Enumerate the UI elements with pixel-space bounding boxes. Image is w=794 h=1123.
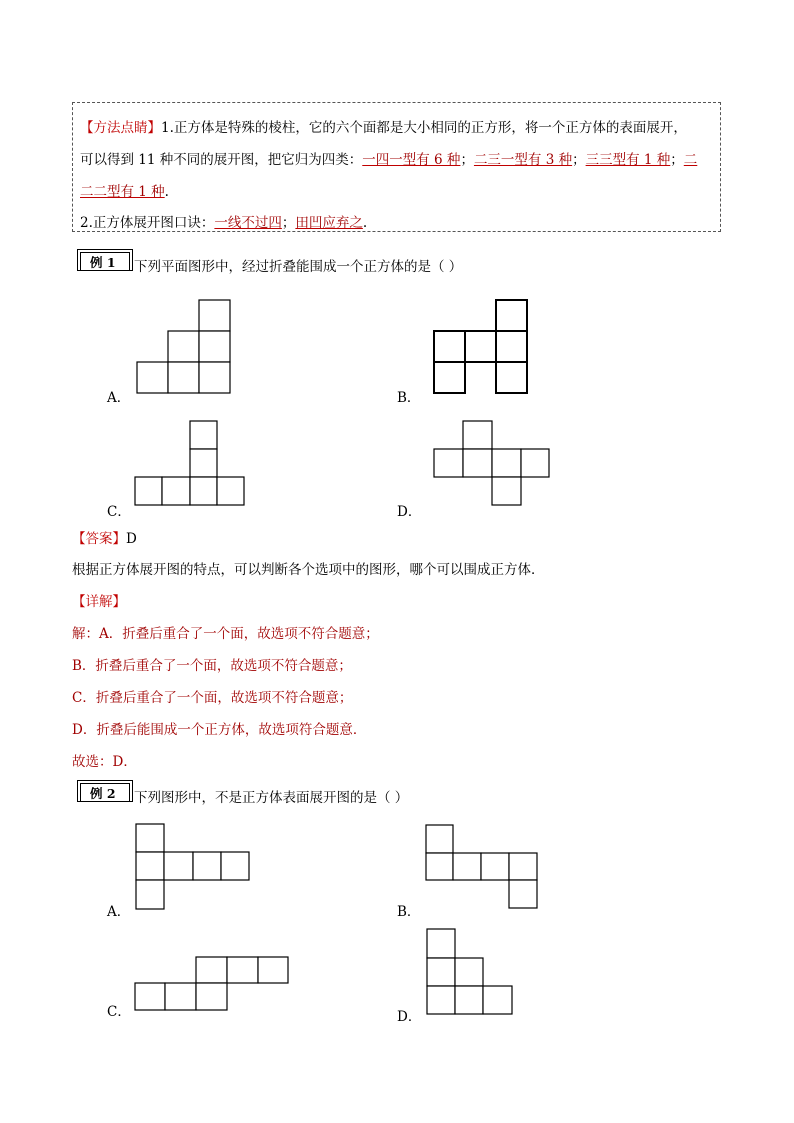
ex1-option-d-label: D． bbox=[397, 504, 422, 520]
method-line-3 bbox=[80, 180, 169, 200]
type-231: 二三一型有 3 种 bbox=[473, 152, 573, 168]
ex1-option-a-label: A． bbox=[107, 390, 131, 406]
ex2-option-c-net bbox=[135, 957, 291, 1013]
net-square bbox=[434, 331, 465, 362]
type-33: 三三型有 1 种 bbox=[585, 152, 671, 168]
detail-line-2: B．折叠后重合了一个面，故选项不符合题意； bbox=[72, 658, 352, 674]
net-square bbox=[199, 300, 230, 331]
net-square bbox=[193, 852, 221, 880]
detail-tag: 【详解】 bbox=[72, 594, 126, 610]
net-square bbox=[509, 853, 537, 880]
net-square bbox=[168, 362, 199, 393]
answer-value: D bbox=[126, 531, 137, 547]
separator: ； bbox=[670, 152, 684, 168]
net-square bbox=[463, 449, 492, 477]
separator: ； bbox=[460, 152, 474, 168]
ex1-option-d-net bbox=[434, 421, 551, 507]
ex2-option-d-label: D． bbox=[397, 1009, 422, 1025]
method-text-1: 1.正方体是特殊的棱柱，它的六个面都是大小相同的正方形，将一个正方体的表面展开， bbox=[161, 120, 687, 136]
example-2-label bbox=[77, 780, 133, 802]
example-2-label-text: 例 2 bbox=[90, 786, 116, 801]
net-square bbox=[426, 853, 453, 880]
method-tag: 【方法点睛】 bbox=[80, 120, 161, 136]
net-square bbox=[227, 957, 258, 983]
net-square bbox=[492, 477, 521, 505]
net-square bbox=[521, 449, 549, 477]
net-square bbox=[136, 880, 164, 909]
method-line-4 bbox=[80, 211, 367, 231]
net-square bbox=[427, 958, 455, 986]
ex2-option-a-net bbox=[136, 824, 252, 912]
net-square bbox=[199, 331, 230, 362]
detail-line-3: C．折叠后重合了一个面，故选项不符合题意； bbox=[72, 690, 353, 706]
ex2-option-b-label: B． bbox=[397, 904, 421, 920]
period: . bbox=[362, 215, 368, 231]
analysis-text: 根据正方体展开图的特点，可以判断各个选项中的图形，哪个可以围成正方体． bbox=[72, 562, 545, 578]
net-square bbox=[509, 880, 537, 908]
rule-one-line: 一线不过四 bbox=[214, 215, 282, 231]
separator: ； bbox=[281, 215, 296, 231]
detail-line-1: 解：A．折叠后重合了一个面，故选项不符合题意； bbox=[72, 626, 379, 642]
ex1-option-b-label: B． bbox=[397, 390, 421, 406]
net-square bbox=[483, 986, 512, 1014]
net-square bbox=[168, 331, 199, 362]
net-square bbox=[453, 853, 481, 880]
ex1-option-c-net bbox=[135, 421, 247, 507]
net-square bbox=[196, 957, 227, 983]
ex1-option-b-net bbox=[433, 300, 529, 395]
net-square bbox=[455, 986, 483, 1014]
net-square bbox=[190, 477, 217, 505]
net-square bbox=[258, 957, 288, 983]
net-square bbox=[492, 449, 521, 477]
net-square bbox=[162, 477, 190, 505]
net-square bbox=[481, 853, 509, 880]
ex2-option-a-label: A． bbox=[107, 904, 131, 920]
net-square bbox=[426, 825, 453, 853]
ex2-option-b-net bbox=[426, 825, 540, 911]
net-square bbox=[496, 362, 527, 393]
example-1-question: 下列平面图形中，经过折叠能围成一个正方体的是（ ） bbox=[134, 259, 463, 275]
example-2-question: 下列图形中，不是正方体表面展开图的是（ ） bbox=[134, 790, 409, 806]
net-square bbox=[221, 852, 249, 880]
ex1-option-c-label: C． bbox=[107, 504, 131, 520]
net-square bbox=[190, 421, 217, 449]
net-square bbox=[164, 852, 193, 880]
net-square bbox=[136, 852, 164, 880]
period: . bbox=[164, 184, 169, 200]
net-square bbox=[427, 929, 455, 958]
separator: ； bbox=[572, 152, 586, 168]
method-line-1 bbox=[80, 116, 687, 136]
net-square bbox=[190, 449, 217, 477]
example-1-label-text: 例 1 bbox=[90, 255, 116, 270]
net-square bbox=[135, 477, 162, 505]
net-square bbox=[434, 449, 463, 477]
net-square bbox=[434, 362, 465, 393]
net-square bbox=[196, 983, 227, 1010]
type-141: 一四一型有 6 种 bbox=[362, 152, 461, 168]
answer-line bbox=[72, 527, 137, 547]
net-square bbox=[496, 331, 527, 362]
type-222-part2: 二二型有 1 种 bbox=[80, 184, 165, 200]
net-square bbox=[137, 362, 168, 393]
net-square bbox=[165, 983, 196, 1010]
method-text-2: 可以得到 11 种不同的展开图，把它归为四类： bbox=[80, 152, 363, 168]
net-square bbox=[135, 983, 165, 1010]
net-square bbox=[465, 331, 496, 362]
method-text-4: 2.正方体展开图口诀： bbox=[80, 215, 215, 231]
net-square bbox=[199, 362, 230, 393]
net-square bbox=[427, 986, 455, 1014]
net-square bbox=[496, 300, 527, 331]
rule-tian-ao: 田凹应弃之 bbox=[295, 215, 363, 231]
ex2-option-c-label: C． bbox=[107, 1004, 131, 1020]
net-square bbox=[217, 477, 244, 505]
net-square bbox=[455, 958, 483, 986]
type-222-part1: 二 bbox=[683, 152, 698, 168]
net-square bbox=[463, 421, 492, 449]
method-line-2 bbox=[80, 148, 697, 168]
detail-line-4: D．折叠后能围成一个正方体，故选项符合题意． bbox=[72, 722, 367, 738]
ex1-option-a-net bbox=[137, 300, 232, 395]
answer-tag: 【答案】 bbox=[72, 531, 126, 547]
example-1-label bbox=[77, 249, 133, 271]
conclusion-text: 故选：D． bbox=[72, 754, 137, 770]
ex2-option-d-net bbox=[427, 929, 515, 1017]
net-square bbox=[136, 824, 164, 852]
